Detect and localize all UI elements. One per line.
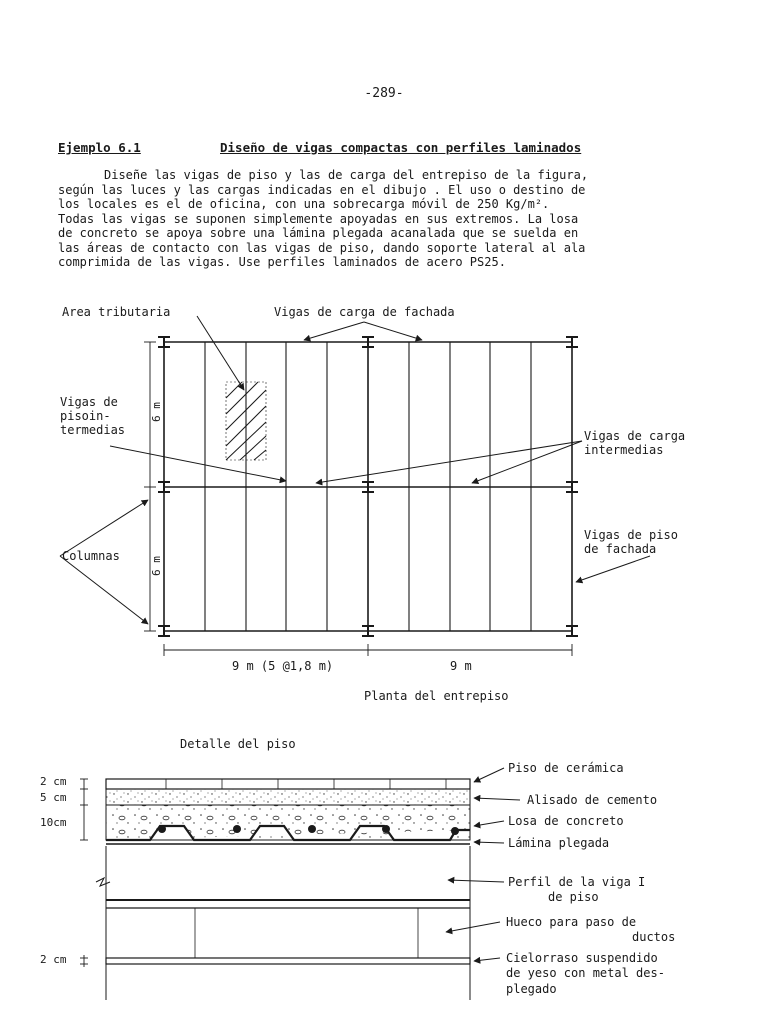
floor-detail — [80, 768, 520, 1000]
label-hueco-1: Hueco para paso de — [506, 915, 637, 929]
label-columnas: Columnas — [62, 549, 120, 563]
label-vigas-piso-3: termedias — [60, 423, 126, 437]
dim-bottom-left: 9 m (5 @1,8 m) — [232, 659, 334, 673]
dim-left-bottom: 6 m — [150, 556, 163, 576]
label-vigas-carga-int-2: intermedias — [584, 443, 664, 457]
label-losa-concreto: Losa de concreto — [508, 814, 624, 828]
detail-labels — [40, 737, 675, 996]
layer-alisado — [106, 789, 470, 805]
intro-line: los locales es el de oficina, con una sobrecarga móvil de 250 Kg/m². — [58, 197, 550, 211]
label-vigas-piso-2: pisoin- — [60, 409, 111, 423]
intro-line: las áreas de contacto con las vigas de piso, dando soporte lateral al ala — [58, 240, 586, 255]
dim-2cm-top: 2 cm — [40, 775, 67, 788]
label-vigas-piso-fachada-1: Vigas de piso — [584, 528, 678, 542]
dim-2cm-bottom: 2 cm — [40, 953, 67, 966]
layer-cielorraso — [106, 958, 470, 964]
plan-leaders — [60, 316, 650, 624]
label-piso-ceramica: Piso de cerámica — [508, 761, 624, 775]
intro-line: Todas las vigas se suponen simplemente apoyadas en sus extremos. La losa — [58, 211, 579, 226]
layer-ceramica — [106, 779, 470, 789]
intro-line: según las luces y las cargas indicadas en el dibujo . El uso o destino de — [58, 182, 586, 197]
example-label: Ejemplo 6.1 — [58, 140, 141, 155]
label-hueco-2: ductos — [632, 930, 676, 944]
label-perfil-viga-2: de piso — [548, 890, 599, 904]
label-vigas-carga-fachada: Vigas de carga de fachada — [274, 305, 455, 319]
detail-title: Detalle del piso — [180, 737, 296, 751]
plan-labels — [60, 305, 685, 703]
label-cielorraso-2: de yeso con metal des- — [506, 966, 665, 980]
label-lamina-plegada: Lámina plegada — [508, 836, 610, 850]
intro-line: Diseñe las vigas de piso y las de carga del entrepiso de la figura, — [104, 168, 589, 182]
section-title: Diseño de vigas compactas con perfiles laminados — [220, 140, 582, 155]
label-area-tributaria: Area tributaria — [62, 305, 171, 319]
dim-10cm: 10cm — [40, 816, 67, 829]
label-alisado-cemento: Alisado de cemento — [527, 793, 658, 807]
floor-plan — [60, 316, 650, 656]
label-cielorraso-1: Cielorraso suspendido — [506, 951, 658, 965]
dim-left-top: 6 m — [150, 402, 163, 422]
label-vigas-carga-int-1: Vigas de carga — [584, 429, 686, 443]
plan-dimensions — [144, 342, 572, 656]
page-number: -289- — [364, 86, 404, 101]
plan-caption: Planta del entrepiso — [364, 689, 509, 703]
intro-line: comprimida de las vigas. Use perfiles laminados de acero PS25. — [58, 255, 506, 269]
dim-5cm: 5 cm — [40, 791, 67, 804]
dim-bottom-right: 9 m — [450, 659, 472, 673]
label-cielorraso-3: plegado — [506, 982, 557, 996]
intro-line: de concreto se apoya sobre una lámina plegada acanalada que se suelda en — [58, 226, 579, 240]
label-vigas-piso-fachada-2: de fachada — [584, 542, 657, 556]
label-perfil-viga-1: Perfil de la viga I — [508, 875, 646, 889]
label-vigas-piso-1: Vigas de — [60, 395, 118, 409]
